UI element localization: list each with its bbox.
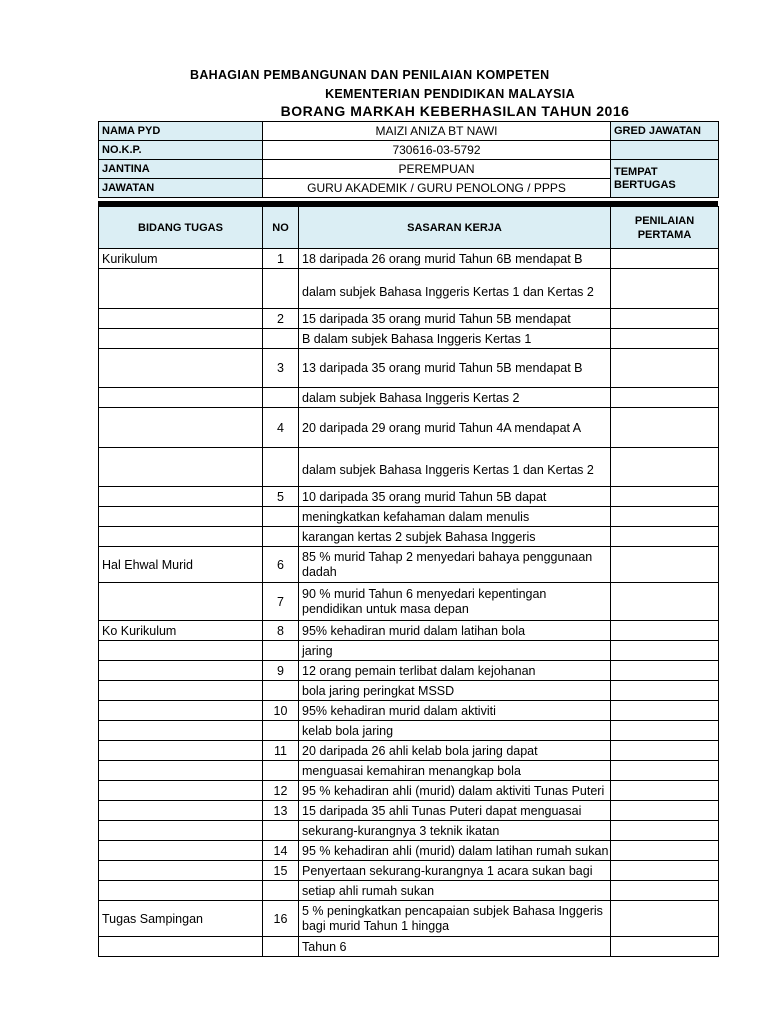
sasaran-cell: 85 % murid Tahap 2 menyedari bahaya penggunaan dadah (299, 547, 611, 583)
jawatan-value: GURU AKADEMIK / GURU PENOLONG / PPPS (263, 179, 611, 198)
col-bidang: BIDANG TUGAS (99, 207, 263, 249)
nama-value: MAIZI ANIZA BT NAWI (263, 122, 611, 141)
table-row (99, 681, 719, 701)
nokp-label: NO.K.P. (99, 141, 263, 160)
sasaran-cell: karangan kertas 2 subjek Bahasa Inggeris (299, 527, 611, 547)
penilaian-cell (611, 388, 719, 408)
penilaian-cell (611, 448, 719, 487)
table-row (99, 329, 719, 349)
no-cell: 16 (263, 901, 299, 937)
no-cell: 13 (263, 801, 299, 821)
no-cell: 15 (263, 861, 299, 881)
sasaran-cell: 20 daripada 26 ahli kelab bola jaring dapat (299, 741, 611, 761)
table-row (99, 583, 719, 621)
table-row (99, 881, 719, 901)
sasaran-cell: dalam subjek Bahasa Inggeris Kertas 1 dan Kertas 2 (299, 448, 611, 487)
table-row (99, 937, 719, 957)
table-row (99, 841, 719, 861)
sasaran-cell: B dalam subjek Bahasa Inggeris Kertas 1 (299, 329, 611, 349)
table-row (99, 801, 719, 821)
bidang-cell (99, 937, 263, 957)
col-sasaran: SASARAN KERJA (299, 207, 611, 249)
sasaran-cell: 18 daripada 26 orang murid Tahun 6B mendapat B (299, 249, 611, 269)
penilaian-cell (611, 487, 719, 507)
sasaran-cell: Penyertaan sekurang-kurangnya 1 acara sukan bagi (299, 861, 611, 881)
bidang-cell: Tugas Sampingan (99, 901, 263, 937)
sasaran-cell: 10 daripada 35 orang murid Tahun 5B dapat (299, 487, 611, 507)
penilaian-cell (611, 349, 719, 388)
jantina-label: JANTINA (99, 160, 263, 179)
no-cell: 11 (263, 741, 299, 761)
personal-info-table (98, 121, 719, 198)
sasaran-cell: 5 % peningkatkan pencapaian subjek Bahasa Inggeris bagi murid Tahun 1 hingga (299, 901, 611, 937)
table-row (99, 661, 719, 681)
sasaran-cell: 95 % kehadiran ahli (murid) dalam latihan rumah sukan (299, 841, 611, 861)
no-cell (263, 329, 299, 349)
penilaian-cell (611, 901, 719, 937)
no-cell (263, 937, 299, 957)
no-cell: 3 (263, 349, 299, 388)
no-cell (263, 641, 299, 661)
table-row (99, 487, 719, 507)
table-row (99, 761, 719, 781)
bidang-cell (99, 269, 263, 309)
penilaian-cell (611, 661, 719, 681)
table-row (99, 448, 719, 487)
sasaran-cell: jaring (299, 641, 611, 661)
penilaian-cell (611, 701, 719, 721)
bidang-cell (99, 801, 263, 821)
bidang-cell (99, 881, 263, 901)
table-row (99, 408, 719, 448)
tempat-label: TEMPAT BERTUGAS (611, 160, 719, 198)
table-row (99, 309, 719, 329)
penilaian-cell (611, 821, 719, 841)
sasaran-cell: 95% kehadiran murid dalam latihan bola (299, 621, 611, 641)
form-title: BORANG MARKAH KEBERHASILAN TAHUN 2016 (280, 103, 630, 119)
bidang-cell (99, 761, 263, 781)
table-row (99, 901, 719, 937)
no-cell: 14 (263, 841, 299, 861)
nama-label: NAMA PYD (99, 122, 263, 141)
no-cell (263, 507, 299, 527)
sasaran-cell: dalam subjek Bahasa Inggeris Kertas 1 dan Kertas 2 (299, 269, 611, 309)
bidang-cell (99, 841, 263, 861)
penilaian-cell (611, 621, 719, 641)
bidang-cell (99, 349, 263, 388)
targets-table (98, 206, 719, 957)
penilaian-cell (611, 761, 719, 781)
no-cell (263, 527, 299, 547)
sasaran-cell: 15 daripada 35 ahli Tunas Puteri dapat menguasai (299, 801, 611, 821)
header-department: BAHAGIAN PEMBANGUNAN DAN PENILAIAN KOMPETEN (190, 68, 550, 82)
bidang-cell (99, 388, 263, 408)
bidang-cell: Kurikulum (99, 249, 263, 269)
sasaran-cell: menguasai kemahiran menangkap bola (299, 761, 611, 781)
no-cell: 8 (263, 621, 299, 641)
table-row (99, 349, 719, 388)
sasaran-cell: dalam subjek Bahasa Inggeris Kertas 2 (299, 388, 611, 408)
no-cell: 7 (263, 583, 299, 621)
bidang-cell (99, 821, 263, 841)
col-no: NO (263, 207, 299, 249)
sasaran-cell: 95% kehadiran murid dalam aktiviti (299, 701, 611, 721)
penilaian-cell (611, 721, 719, 741)
no-cell: 6 (263, 547, 299, 583)
no-cell: 10 (263, 701, 299, 721)
no-cell (263, 821, 299, 841)
bidang-cell: Hal Ehwal Murid (99, 547, 263, 583)
table-row (99, 701, 719, 721)
jawatan-label: JAWATAN (99, 179, 263, 198)
penilaian-cell (611, 801, 719, 821)
table-row (99, 249, 719, 269)
bidang-cell (99, 681, 263, 701)
bidang-cell (99, 701, 263, 721)
gred-value (611, 141, 719, 160)
bidang-cell (99, 661, 263, 681)
penilaian-cell (611, 408, 719, 448)
bidang-cell (99, 309, 263, 329)
bidang-cell (99, 583, 263, 621)
table-row (99, 721, 719, 741)
bidang-cell (99, 861, 263, 881)
table-row (99, 507, 719, 527)
no-cell: 9 (263, 661, 299, 681)
penilaian-cell (611, 583, 719, 621)
bidang-cell (99, 329, 263, 349)
col-penilaian: PENILAIAN PERTAMA (611, 207, 719, 249)
sasaran-cell: 15 daripada 35 orang murid Tahun 5B mendapat (299, 309, 611, 329)
table-row (99, 621, 719, 641)
sasaran-cell: setiap ahli rumah sukan (299, 881, 611, 901)
no-cell (263, 761, 299, 781)
sasaran-cell: sekurang-kurangnya 3 teknik ikatan (299, 821, 611, 841)
no-cell (263, 881, 299, 901)
bidang-cell (99, 527, 263, 547)
penilaian-cell (611, 527, 719, 547)
jantina-value: PEREMPUAN (263, 160, 611, 179)
penilaian-cell (611, 881, 719, 901)
no-cell: 5 (263, 487, 299, 507)
no-cell (263, 721, 299, 741)
no-cell: 4 (263, 408, 299, 448)
bidang-cell (99, 741, 263, 761)
penilaian-cell (611, 937, 719, 957)
no-cell (263, 388, 299, 408)
gred-label: GRED JAWATAN (611, 122, 719, 141)
header-ministry: KEMENTERIAN PENDIDIKAN MALAYSIA (325, 87, 575, 101)
table-row (99, 547, 719, 583)
nokp-value: 730616-03-5792 (263, 141, 611, 160)
sasaran-cell: 95 % kehadiran ahli (murid) dalam aktiviti Tunas Puteri (299, 781, 611, 801)
table-row (99, 269, 719, 309)
table-row (99, 781, 719, 801)
table-row (99, 741, 719, 761)
sasaran-cell: 12 orang pemain terlibat dalam kejohanan (299, 661, 611, 681)
penilaian-cell (611, 329, 719, 349)
no-cell (263, 269, 299, 309)
bidang-cell: Ko Kurikulum (99, 621, 263, 641)
bidang-cell (99, 487, 263, 507)
no-cell: 1 (263, 249, 299, 269)
penilaian-cell (611, 741, 719, 761)
penilaian-cell (611, 269, 719, 309)
penilaian-cell (611, 861, 719, 881)
penilaian-cell (611, 249, 719, 269)
no-cell (263, 448, 299, 487)
sasaran-cell: kelab bola jaring (299, 721, 611, 741)
bidang-cell (99, 721, 263, 741)
no-cell: 12 (263, 781, 299, 801)
bidang-cell (99, 408, 263, 448)
bidang-cell (99, 641, 263, 661)
penilaian-cell (611, 841, 719, 861)
sasaran-cell: Tahun 6 (299, 937, 611, 957)
penilaian-cell (611, 547, 719, 583)
table-row (99, 641, 719, 661)
sasaran-cell: 20 daripada 29 orang murid Tahun 4A mendapat A (299, 408, 611, 448)
bidang-cell (99, 781, 263, 801)
sasaran-cell: bola jaring peringkat MSSD (299, 681, 611, 701)
table-row (99, 861, 719, 881)
table-row (99, 527, 719, 547)
sasaran-cell: meningkatkan kefahaman dalam menulis (299, 507, 611, 527)
penilaian-cell (611, 641, 719, 661)
penilaian-cell (611, 781, 719, 801)
sasaran-cell: 90 % murid Tahun 6 menyedari kepentingan pendidikan untuk masa depan (299, 583, 611, 621)
sasaran-cell: 13 daripada 35 orang murid Tahun 5B mendapat B (299, 349, 611, 388)
no-cell (263, 681, 299, 701)
penilaian-cell (611, 507, 719, 527)
bidang-cell (99, 448, 263, 487)
penilaian-cell (611, 309, 719, 329)
table-row (99, 388, 719, 408)
table-row (99, 821, 719, 841)
no-cell: 2 (263, 309, 299, 329)
penilaian-cell (611, 681, 719, 701)
bidang-cell (99, 507, 263, 527)
